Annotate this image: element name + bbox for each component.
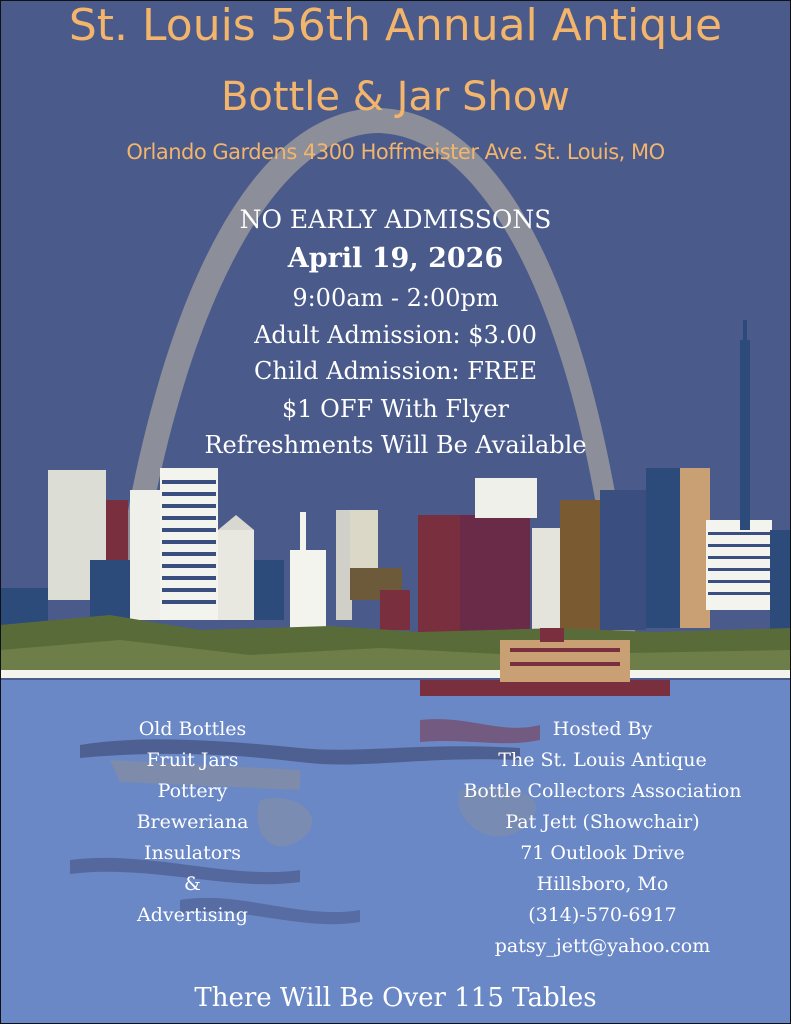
- list-item: Pottery: [157, 780, 228, 802]
- list-item: Breweriana: [136, 811, 249, 833]
- list-item: &: [184, 873, 201, 895]
- tables-banner: There Will Be Over 115 Tables: [194, 983, 597, 1013]
- list-item: Fruit Jars: [146, 749, 239, 771]
- early-admission-notice: NO EARLY ADMISSONS: [239, 205, 552, 234]
- host-heading: Hosted By: [552, 718, 653, 740]
- host-contact: Pat Jett (Showchair): [505, 811, 700, 833]
- host-address: 71 Outlook Drive: [520, 842, 685, 864]
- host-info: [430, 714, 775, 962]
- items-list: [90, 714, 295, 931]
- list-item: Old Bottles: [138, 718, 247, 740]
- show-hours: 9:00am - 2:00pm: [292, 284, 499, 312]
- show-title-line2: Bottle & Jar Show: [220, 74, 571, 120]
- host-email: patsy_jett@yahoo.com: [494, 935, 711, 957]
- refreshments-note: Refreshments Will Be Available: [204, 431, 587, 459]
- adult-admission: Adult Admission: $3.00: [254, 321, 537, 349]
- flyer-discount: $1 OFF With Flyer: [282, 395, 509, 423]
- list-item: Insulators: [143, 842, 242, 864]
- venue-address: Orlando Gardens 4300 Hoffmeister Ave. St. Louis, MO: [126, 140, 665, 164]
- show-date: April 19, 2026: [287, 243, 504, 274]
- child-admission: Child Admission: FREE: [254, 357, 537, 385]
- host-org-line2: Bottle Collectors Association: [463, 780, 742, 802]
- host-city: Hillsboro, Mo: [536, 873, 669, 895]
- host-org-line1: The St. Louis Antique: [498, 749, 707, 771]
- host-phone: (314)-570-6917: [528, 904, 677, 926]
- list-item: Advertising: [137, 904, 248, 926]
- show-title-line1: St. Louis 56th Annual Antique: [68, 0, 723, 51]
